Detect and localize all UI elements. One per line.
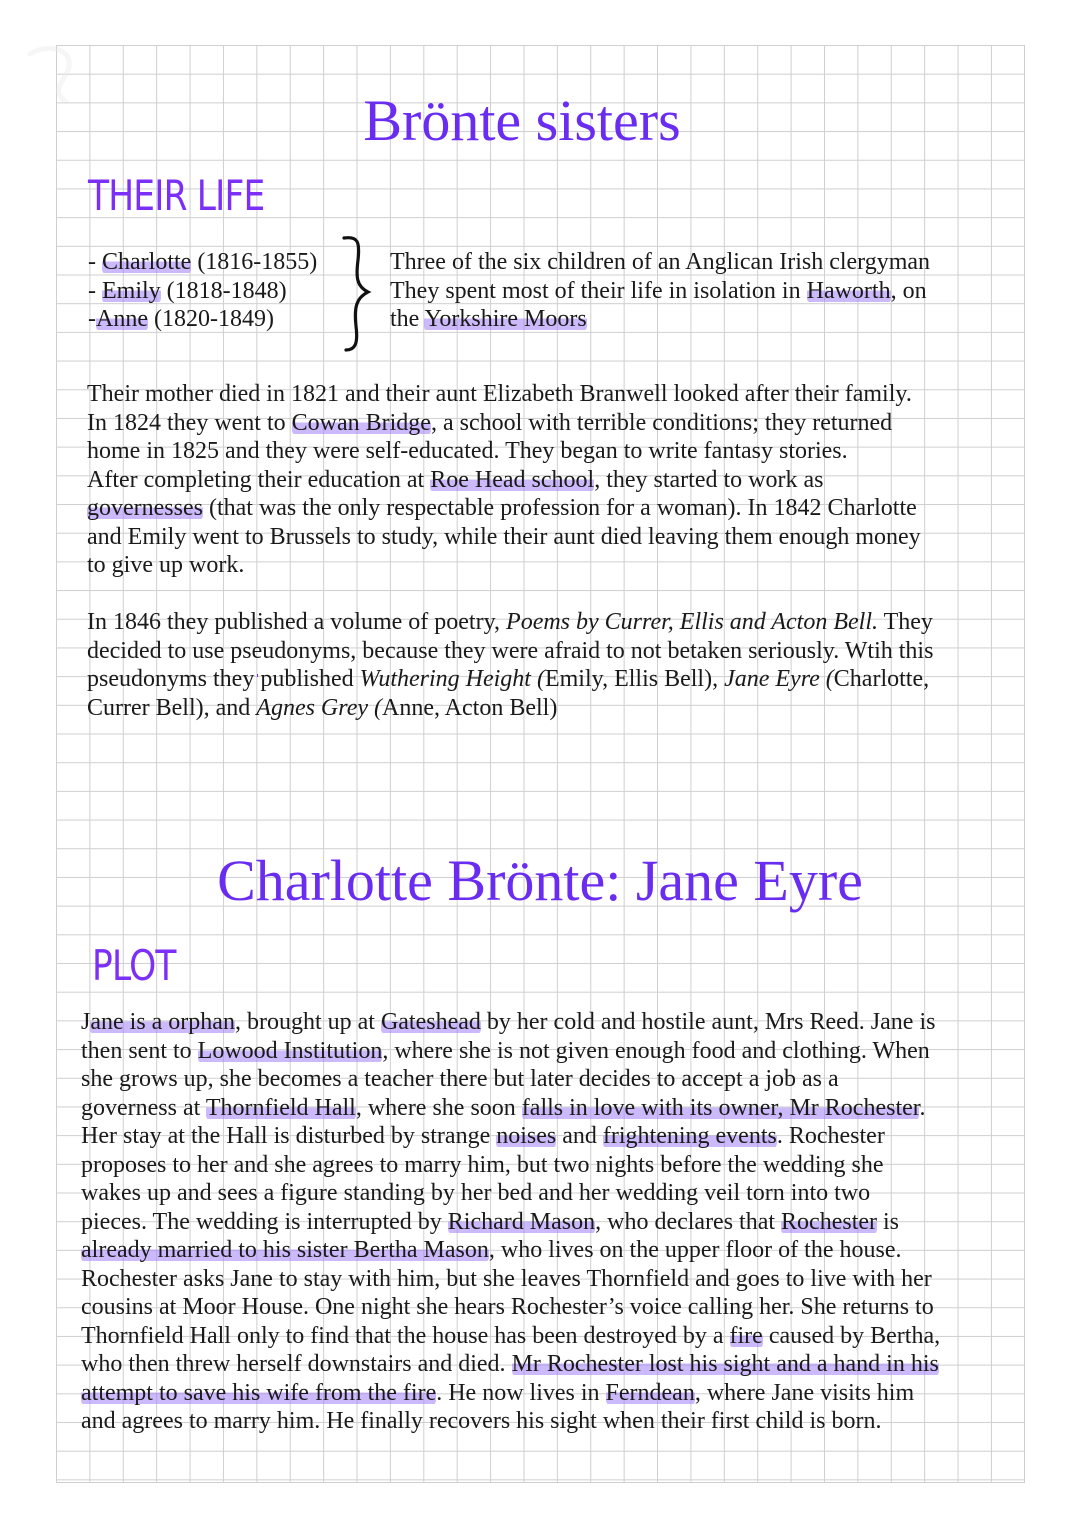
page-title-bronte-sisters: Brönte sisters [363,88,681,153]
curly-brace-icon [338,232,378,354]
sisters-intro: Three of the six children of an Anglican Irish clergyman They spent most of their life in isolation in Haworth, on the Yorkshire Moors [390,249,931,332]
heading-plot: PLOT [92,941,176,990]
section-title-jane-eyre: Charlotte Brönte: Jane Eyre [217,848,863,913]
sisters-list [88,248,348,334]
paragraph-publications: In 1846 they published a volume of poetry, Poems by Currer, Ellis and Acton Bell. They decided to use pseudonyms, because they were afraid to not betaken seriously. Wtih this pseudonyms they published Wuthering Height (Emily, Ellis Bell), Jane Eyre (Charlotte, Currer Bell), and Agnes Grey (Anne, Acton Bell) [87,609,934,721]
paragraph-plot: Jane is a orphan, brought up at Gateshead by her cold and hostile aunt, Mrs Reed. Jane is then sent to Lowood Institution, where she is not given enough food and clothing. When she grows up, she becomes a teacher there but later decides to accept a job as a governess at Thornfield Hall, where she soon falls in love with its owner, Mr Rochester. Her stay at the Hall is disturbed by strange noises and frightening events. Rochester proposes to her and she agrees to marry him, but two nights before the wedding she wakes up and sees a figure standing by her bed and her wedding veil torn into two pieces. The wedding is interrupted by Richard Mason, who declares that Rochester is already married to his sister Bertha Mason, who lives on the upper floor of the house. Rochester asks Jane to stay with him, but she leaves Thornfield and goes to live with her cousins at Moor House. One night she hears Rochester’s voice calling her. She returns to Thornfield Hall only to find that the house has been destroyed by a fire caused by Bertha, who then threw herself downstairs and died. Mr Rochester lost his sight and a hand in his attempt to save his wife from the fire. He now lives in Ferndean, where Jane visits him and agrees to marry him. He finally recovers his sight when their first child is born. [81,1009,941,1434]
heading-their-life: THEIR LIFE [88,171,265,220]
list-item: - Charlotte (1816-1855) [88,249,318,275]
list-item: - Emily (1818-1848) [88,277,287,304]
paragraph-life: Their mother died in 1821 and their aunt Elizabeth Branwell looked after their family. In 1824 they went to Cowan Bridge, a school with terrible conditions; they returned home in 1825 and they were self-educated. They began to write fantasy stories. After completing their education at Roe Head school, they started to work as governesses (that was the only respectable profession for a woman). In 1842 Charlotte and Emily went to Brussels to study, while their aunt died leaving them enough money to give up work. [87,381,921,578]
list-item: -Anne (1820-1849) [88,306,274,332]
